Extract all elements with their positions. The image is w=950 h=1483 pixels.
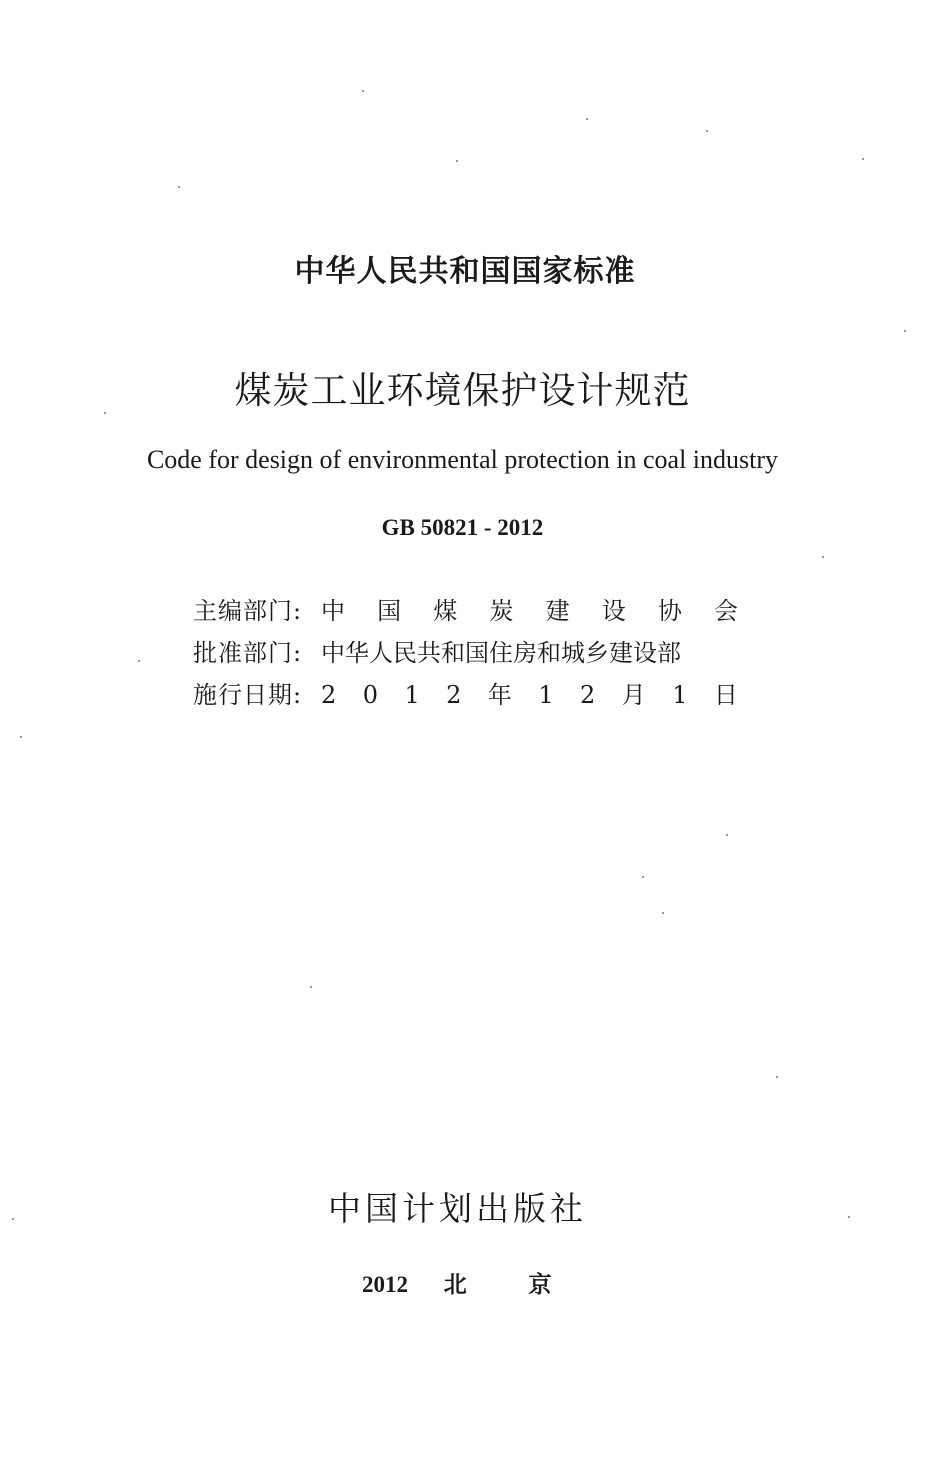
scan-speck [726,834,728,836]
editor-value [321,590,738,632]
editor-label: 主编部门: [193,597,303,625]
editor-char: 煤 [433,597,458,625]
approver-label: 批准部门: [193,639,303,667]
scan-speck [138,660,140,662]
date-char: 月 [621,681,646,709]
editor-char: 设 [601,597,626,625]
date-char: 0 [362,681,378,709]
scan-speck [586,118,588,120]
publication-place-year [362,1266,552,1299]
editor-char: 建 [545,597,570,625]
effective-date-value [321,674,738,716]
scan-speck [848,1216,850,1218]
approver-value: 中华人民共和国住房和城乡建设部 [321,639,681,667]
date-char: 1 [672,681,688,709]
effective-date-row [193,674,738,716]
editor-char: 炭 [489,597,514,625]
publication-year: 2012 [362,1272,408,1297]
scan-speck [904,330,906,332]
scan-speck [776,1076,778,1078]
date-char: 1 [404,681,420,709]
editor-char: 国 [377,597,402,625]
standard-code-number: GB 50821 - 2012 [381,515,544,540]
editor-row [193,590,738,632]
date-char: 2 [580,681,596,709]
editor-char: 会 [713,597,738,625]
scan-speck [706,130,708,132]
date-char: 日 [713,681,738,709]
scan-speck [12,1218,14,1220]
scan-speck [362,90,364,92]
scan-speck [662,912,664,914]
scan-speck [178,186,180,188]
scan-speck [862,158,864,160]
publication-city-char: 京 [528,1272,552,1297]
date-char: 1 [538,681,554,709]
publisher-name: 中国计划出版社 [328,1189,587,1228]
date-char: 年 [487,681,512,709]
date-char: 2 [446,681,462,709]
date-char: 2 [321,681,337,709]
national-standard-header: 中华人民共和国国家标准 [294,254,636,289]
publication-metadata [193,590,738,716]
scan-speck [310,986,312,988]
editor-char: 中 [321,597,345,625]
scan-speck [642,876,644,878]
document-title-chinese: 煤炭工业环境保护设计规范 [234,369,691,412]
publication-city-char: 北 [443,1272,467,1297]
scan-speck [20,736,22,738]
scan-speck [822,556,824,558]
editor-char: 协 [657,597,682,625]
approver-row [193,632,738,674]
scan-speck [104,412,106,414]
effective-date-label: 施行日期: [193,681,303,709]
scan-speck [456,160,458,162]
document-title-english: Code for design of environmental protection in coal industry [146,445,779,474]
